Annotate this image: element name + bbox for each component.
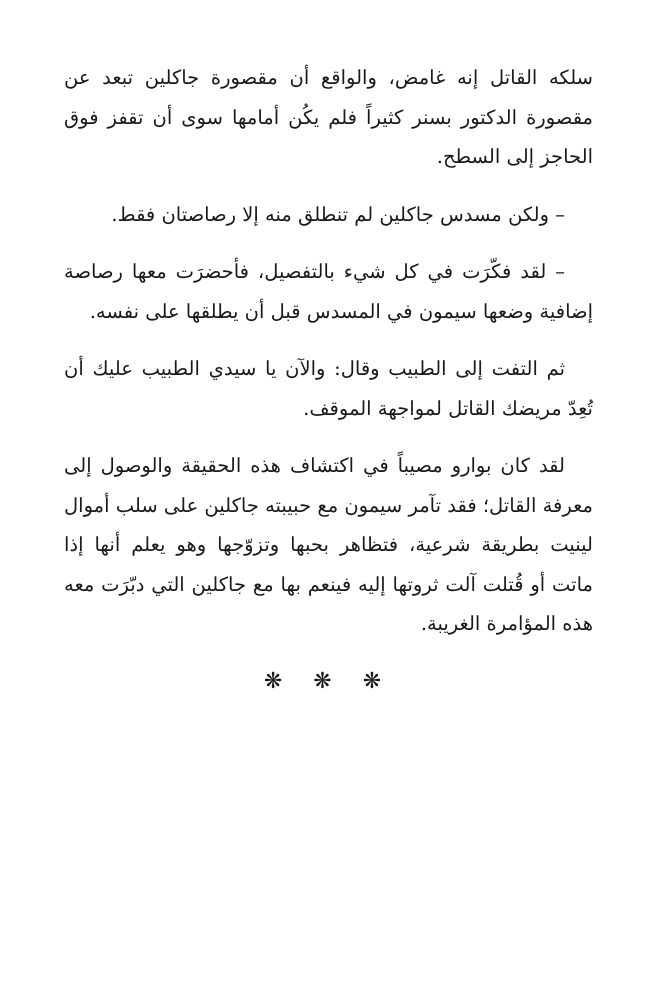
paragraph-2: – ولكن مسدس جاكلين لم تنطلق منه إلا رصاصتان فقط. xyxy=(111,202,565,226)
paragraph-1: سلكه القاتل إنه غامض، والواقع أن مقصورة جاكلين تبعد عن مقصورة الدكتور بسنر كثيراً فلم يكُن أمامها سوى أن تقفز فوق الحاجز إلى السطح. xyxy=(64,66,593,168)
page-body xyxy=(64,58,593,701)
paragraph-5: لقد كان بوارو مصيباً في اكتشاف هذه الحقيقة والوصول إلى معرفة القاتل؛ فقد تآمر سيمون مع حبيبته جاكلين على سلب أموال لينيت بطريقة شرعية، فتظاهر بحبها وتزوّجها وهو يعلم أنها إذا ماتت أو قُتلت آلت ثروتها إليه فينعم بها مع جاكلين التي دبّرَت معه هذه المؤامرة الغريبة. xyxy=(64,454,593,635)
paragraph-4: ثم التفت إلى الطبيب وقال: والآن يا سيدي الطبيب عليك أن تُعِدّ مريضك القاتل لمواجهة الموقف. xyxy=(64,357,593,420)
paragraph-3: – لقد فكّرَت في كل شيء بالتفصيل، فأحضرَت معها رصاصة إضافية وضعها سيمون في المسدس قبل أن يطلقها على نفسه. xyxy=(64,260,593,323)
section-separator: ❋ ❋ ❋ xyxy=(263,668,394,694)
